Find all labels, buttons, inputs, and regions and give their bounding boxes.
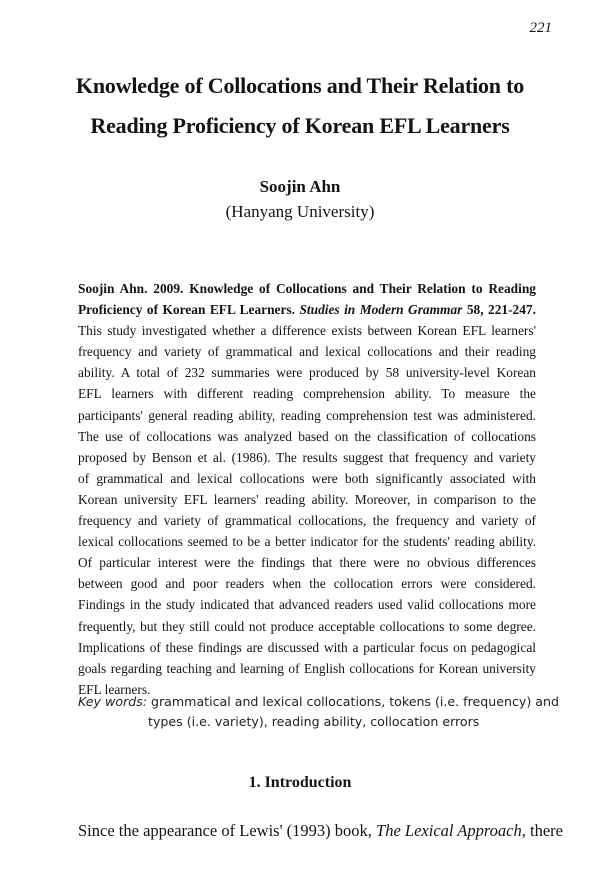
- abstract-line: frequency and variety of grammatical collocations, the frequency and variety of: [78, 513, 536, 529]
- section-heading-introduction: 1. Introduction: [248, 774, 352, 791]
- page-number: 221: [529, 20, 552, 36]
- paper-title-line-1: Knowledge of Collocations and Their Relation to: [75, 73, 525, 98]
- abstract-line: ability. A total of 232 summaries were produced by 58 university-level Korean: [78, 365, 536, 381]
- abstract-line: proposed by Benson et al. (1986). The results suggest that frequency and variety: [78, 449, 536, 465]
- author-affiliation: (Hanyang University): [225, 202, 375, 221]
- keywords-line-2: types (i.e. variety), reading ability, collocation errors: [148, 714, 480, 729]
- paper-title-line-2: Reading Proficiency of Korean EFL Learners: [90, 113, 510, 138]
- abstract-line: Findings in the study indicated that advanced readers used valid collocations more: [78, 597, 536, 613]
- abstract-line: participants' general reading ability, reading comprehension test was administered.: [78, 407, 536, 423]
- intro-text-before: Since the appearance of Lewis' (1993) book,: [78, 821, 372, 840]
- abstract-line: frequency and variety of grammatical and lexical collocations and their reading: [78, 344, 536, 360]
- abstract-line: Of particular interest were the findings that there were no obvious differences: [78, 555, 536, 571]
- citation-volume-pages: 58, 221-247.: [466, 302, 536, 318]
- abstract-line: between good and poor readers when the collocation errors were considered.: [78, 576, 536, 592]
- keywords-text-1: grammatical and lexical collocations, tokens (i.e. frequency) and: [151, 694, 559, 709]
- intro-book-title: The Lexical Approach,: [376, 821, 526, 840]
- citation-line-2: [78, 299, 536, 320]
- paper-title: [0, 66, 600, 146]
- author-name: Soojin Ahn: [259, 177, 341, 196]
- citation-journal: Studies in Modern Grammar: [299, 302, 463, 318]
- abstract-line: lexical collocations seemed to be a better indicator for the students' reading ability.: [78, 534, 536, 550]
- abstract-line: This study investigated whether a difference exists between Korean EFL learners': [78, 323, 536, 339]
- intro-text-after: there: [530, 821, 563, 840]
- abstract-line: frequently, but they still could not produce acceptable collocations to some degree.: [78, 618, 536, 634]
- abstract: [78, 278, 536, 700]
- keywords: [78, 692, 559, 732]
- citation-title-part-2: Proficiency of Korean EFL Learners.: [78, 302, 295, 318]
- abstract-line: Korean university EFL learners' reading ability. Moreover, in comparison to the: [78, 491, 536, 507]
- intro-paragraph-first-line: [78, 821, 563, 841]
- keywords-line-1: [78, 692, 559, 712]
- abstract-line: Implications of these findings are discussed with a particular focus on pedagogical: [78, 639, 536, 655]
- abstract-line: The use of collocations was analyzed based on the classification of collocations: [78, 428, 536, 444]
- abstract-line: EFL learners with different reading comprehension ability. To measure the: [78, 386, 536, 402]
- citation-title-part-1: Knowledge of Collocations and Their Relation to Reading: [189, 281, 536, 296]
- keywords-label: Key words:: [78, 694, 147, 709]
- abstract-line: of grammatical and lexical collocations were both significantly associated with: [78, 470, 536, 486]
- citation-authors-year: Soojin Ahn. 2009.: [78, 281, 184, 296]
- abstract-line: EFL learners.: [78, 681, 151, 697]
- abstract-line: goals regarding teaching and learning of English collocations for Korean university: [78, 660, 536, 676]
- citation-line-1: [78, 278, 536, 299]
